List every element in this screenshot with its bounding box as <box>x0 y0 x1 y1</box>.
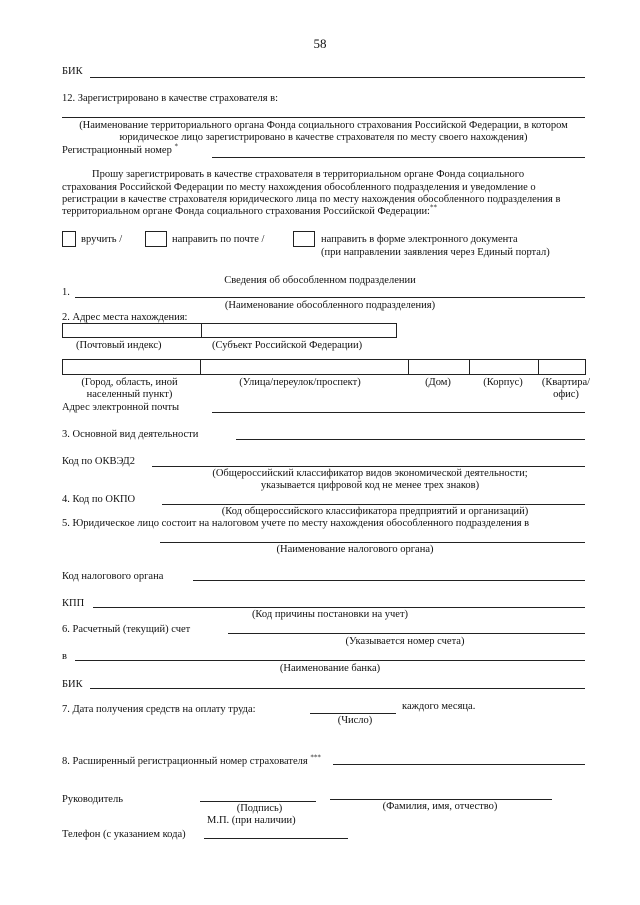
subject-caption: (Субъект Российской Федерации) <box>212 340 363 351</box>
fss-caption-line1: (Наименование территориального органа Фонда социального страхования Российской Федерации, в котором <box>79 120 568 131</box>
bank-caption: (Наименование банка) <box>279 663 381 674</box>
delivery-hand-checkbox[interactable] <box>62 231 76 247</box>
item12-label: 12. Зарегистрировано в качестве страхователя в: <box>62 93 279 104</box>
okved-caption-line2: указывается цифровой код не менее трех знаков) <box>260 480 480 491</box>
city-caption-line1: (Город, область, иной <box>81 377 178 388</box>
okpo-field[interactable] <box>162 504 585 505</box>
bank-in-label: в <box>62 651 67 662</box>
okpo-caption: (Код общероссийского классификатора предприятий и организаций) <box>221 506 529 517</box>
city-cell[interactable] <box>63 360 200 374</box>
address-row2-grid <box>62 359 586 375</box>
house-cell[interactable] <box>408 360 469 374</box>
account-label: 6. Расчетный (текущий) счет <box>62 624 191 635</box>
salary-date-suffix: каждого месяца. <box>402 701 476 712</box>
apartment-caption-line1: (Квартира/ <box>541 377 591 388</box>
request-line2: страхования Российской Федерации по месту нахождения обособленного подразделения и уведомление о <box>62 182 536 193</box>
street-cell[interactable] <box>200 360 408 374</box>
delivery-post-checkbox[interactable] <box>145 231 167 247</box>
bik-label: БИК <box>62 679 83 690</box>
okved-caption-line1: (Общероссийский классификатор видов экономической деятельности; <box>212 468 528 479</box>
subdivision-heading: Сведения об обособленном подразделении <box>224 275 416 286</box>
phone-field[interactable] <box>204 838 348 839</box>
fss-caption-line2: юридическое лицо зарегистрировано в качестве страхователя по месту своего нахождения) <box>119 132 528 143</box>
delivery-electronic-label: направить в форме электронного документа <box>321 234 518 245</box>
subdivision-name-field[interactable] <box>75 297 585 298</box>
salary-day-field[interactable] <box>310 713 396 714</box>
delivery-post-label: направить по почте / <box>172 234 265 245</box>
tax-authority-caption: (Наименование налогового органа) <box>276 544 434 555</box>
phone-label: Телефон (с указанием кода) <box>62 829 186 840</box>
tax-code-field[interactable] <box>193 580 585 581</box>
tax-code-label: Код налогового органа <box>62 571 164 582</box>
request-line3: регистрации в качестве страхователя юридического лица по месту нахождения обособленного подразделения в <box>62 194 561 205</box>
fss-name-field[interactable] <box>62 117 585 118</box>
apartment-cell[interactable] <box>538 360 585 374</box>
federal-subject-cell[interactable] <box>201 324 396 337</box>
salary-date-label: 7. Дата получения средств на оплату труда: <box>62 704 256 715</box>
account-field[interactable] <box>228 633 585 634</box>
okved-field[interactable] <box>152 466 585 467</box>
building-cell[interactable] <box>469 360 538 374</box>
bik-top-label: БИК <box>62 66 83 77</box>
okved-label: Код по ОКВЭД2 <box>62 456 135 467</box>
reg-number-field[interactable] <box>212 157 585 158</box>
footnote-mark: ** <box>429 203 437 212</box>
street-caption: (Улица/переулок/проспект) <box>239 377 361 388</box>
postal-caption: (Почтовый индекс) <box>76 340 162 351</box>
address-label: 2. Адрес места нахождения: <box>62 312 188 323</box>
delivery-electronic-checkbox[interactable] <box>293 231 315 247</box>
account-caption: (Указывается номер счета) <box>345 636 465 647</box>
footnote-mark: * <box>174 142 178 151</box>
okpo-label: 4. Код по ОКПО <box>62 494 136 505</box>
kpp-caption: (Код причины постановки на учет) <box>251 609 409 620</box>
email-field[interactable] <box>212 412 585 413</box>
signature-caption: (Подпись) <box>236 803 283 814</box>
city-caption-line2: населенный пункт) <box>86 389 173 400</box>
tax-authority-field[interactable] <box>160 542 585 543</box>
head-name-caption: (Фамилия, имя, отчество) <box>382 801 498 812</box>
kpp-label: КПП <box>62 598 85 609</box>
reg-number-label: Регистрационный номер * <box>62 142 178 156</box>
activity-label: 3. Основной вид деятельности <box>62 429 199 440</box>
building-caption: (Корпус) <box>483 377 523 388</box>
request-line4: территориальном органе Фонда социального страхования Российской Федерации:** <box>62 203 437 217</box>
signature-field[interactable] <box>200 801 316 802</box>
tax-label: 5. Юридическое лицо состоит на налоговом учете по месту нахождения обособленного подразделения в <box>62 518 530 529</box>
kpp-field[interactable] <box>93 607 585 608</box>
address-row1-grid <box>62 323 397 338</box>
email-label: Адрес электронной почты <box>62 402 180 413</box>
item1-number: 1. <box>62 287 70 298</box>
delivery-hand-label: вручить / <box>81 234 123 245</box>
bank-name-field[interactable] <box>75 660 585 661</box>
apartment-caption-line2: офис) <box>553 389 579 400</box>
postal-index-cell[interactable] <box>63 324 201 337</box>
house-caption: (Дом) <box>425 377 451 388</box>
ext-reg-field[interactable] <box>333 764 585 765</box>
activity-field[interactable] <box>236 439 585 440</box>
head-name-field[interactable] <box>330 799 552 800</box>
salary-day-caption: (Число) <box>337 715 373 726</box>
delivery-electronic-note: (при направлении заявления через Единый портал) <box>321 247 550 258</box>
ext-reg-label: 8. Расширенный регистрационный номер страхователя *** <box>62 753 321 767</box>
bik-field[interactable] <box>90 688 585 689</box>
head-label: Руководитель <box>62 794 123 805</box>
subdivision-name-caption: (Наименование обособленного подразделения) <box>224 300 436 311</box>
stamp-label: М.П. (при наличии) <box>207 815 296 826</box>
request-line1: Прошу зарегистрировать в качестве страхователя в территориальном органе Фонда социального <box>92 169 525 180</box>
bik-top-field[interactable] <box>90 77 585 78</box>
page-number: 58 <box>313 36 327 51</box>
footnote-mark: *** <box>310 753 321 762</box>
